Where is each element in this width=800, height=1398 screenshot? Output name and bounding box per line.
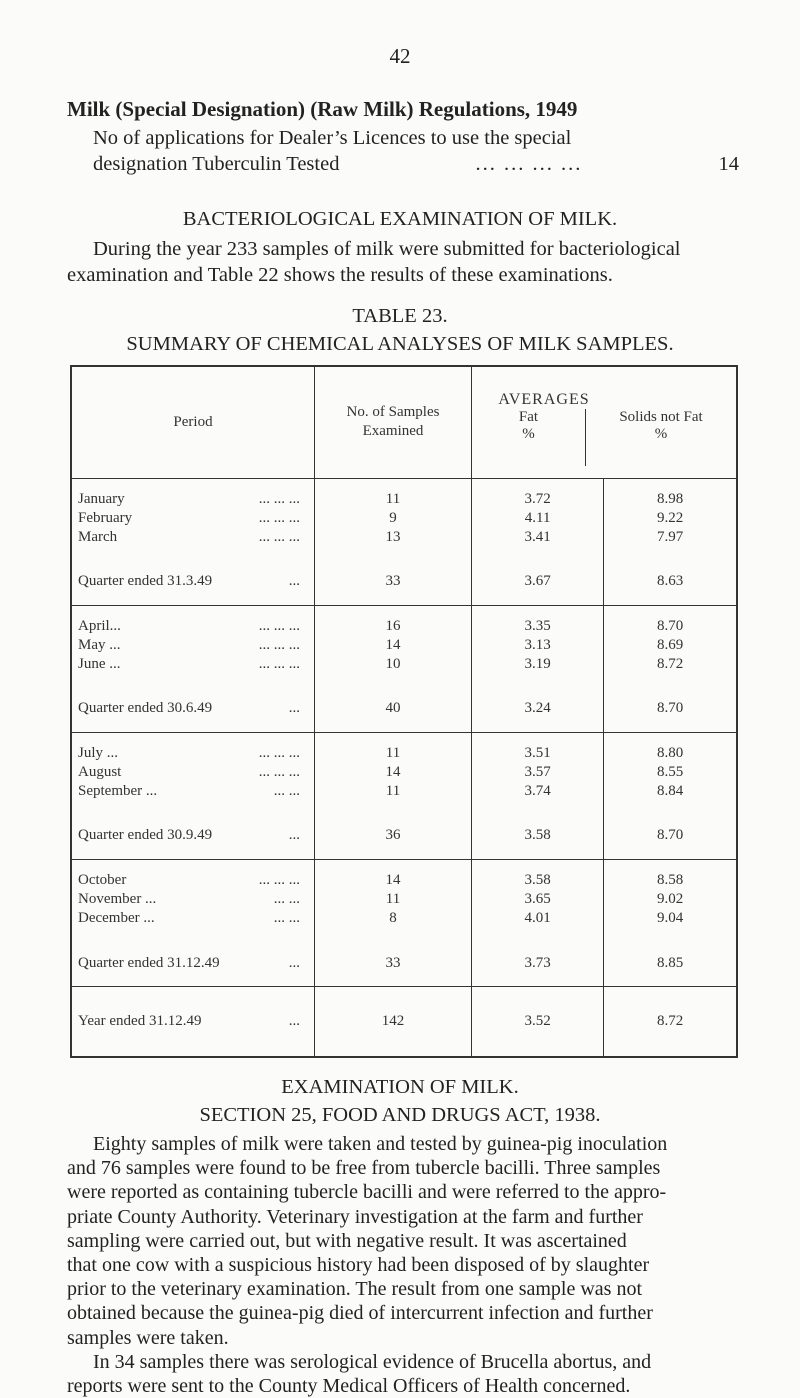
table-cell-value: Quarter ended 31.12.49 — [78, 954, 220, 971]
exam-p1-line: were reported as containing tubercle bacilli and were referred to the appro- — [67, 1181, 667, 1204]
page-number: 42 — [389, 44, 411, 68]
table-cell-value: 4.01 — [524, 910, 551, 927]
table-cell-value: 3.58 — [524, 872, 551, 889]
q1-month-periods — [72, 478, 315, 558]
table-header-row — [72, 367, 736, 478]
q4-month-fat — [472, 860, 604, 940]
header-period-label: Period — [173, 413, 213, 430]
header-fat-unit: % — [522, 426, 535, 442]
month-period: May ... — [78, 637, 121, 654]
table-cell-value: 8.72 — [657, 656, 684, 673]
regulations-paragraph — [67, 125, 739, 177]
header-snf-label: Solids not Fat — [619, 409, 703, 425]
quarter-period — [72, 558, 315, 605]
table-cell-value: 3.35 — [524, 618, 551, 635]
table-cell-value: 8.98 — [657, 490, 684, 507]
table-cell-value: Quarter ended 30.6.49 — [78, 700, 213, 717]
q3-month-periods — [72, 732, 315, 812]
month-period: August — [78, 764, 122, 781]
quarter-samples: 33 — [315, 558, 472, 605]
quarter-period — [72, 686, 315, 733]
table-cell-value: ... — [288, 700, 300, 717]
table-cell-value: 4.11 — [524, 509, 551, 526]
regulations-line-1: No of applications for Dealer’s Licences to use the special — [93, 127, 572, 149]
leader-dots: ... ... ... — [258, 490, 300, 507]
table-cell-value: 3.57 — [524, 764, 551, 781]
table-cell-value: 8.80 — [657, 745, 684, 762]
header-samples-line-1: No. of Samples — [346, 404, 440, 421]
table-cell-value: 3.19 — [524, 656, 551, 673]
table-cell-value: ... — [288, 954, 300, 971]
table-number: TABLE 23. — [352, 305, 448, 327]
leader-dots: ... ... — [273, 891, 300, 908]
table-row-months-q3 — [72, 732, 736, 812]
quarter-snf: 8.63 — [604, 558, 736, 605]
bacteriological-line-1: During the year 233 samples of milk were submitted for bacteriological — [93, 238, 681, 260]
table-cell-value: 11 — [385, 783, 401, 800]
q4-month-samples — [315, 860, 472, 940]
header-samples — [315, 367, 472, 478]
regulations-line-2 — [67, 151, 739, 177]
table-cell-value: 3.65 — [524, 891, 551, 908]
table-cell-value: Quarter ended 30.9.49 — [78, 827, 213, 844]
bacteriological-paragraph — [67, 236, 739, 288]
exam-p2-line: reports were sent to the County Medical Officers of Health concerned. — [67, 1375, 631, 1398]
table-cell-value: ... — [288, 827, 300, 844]
leader-dots: ... ... ... — [258, 764, 300, 781]
header-period — [72, 367, 315, 478]
quarter-samples: 33 — [315, 940, 472, 987]
month-period: September ... — [78, 783, 158, 800]
quarter-fat: 3.58 — [472, 813, 604, 860]
exam-p1-line: samples were taken. — [67, 1326, 229, 1349]
regulations-dots: ... ... ... ... — [475, 153, 583, 175]
table-cell-value: 8.69 — [657, 637, 684, 654]
leader-dots: ... ... ... — [258, 509, 300, 526]
table-cell-value: 3.51 — [524, 745, 551, 762]
table-row-months-q2 — [72, 605, 736, 685]
quarter-snf: 8.70 — [604, 686, 736, 733]
quarter-period — [72, 813, 315, 860]
q4-month-snf — [604, 860, 736, 940]
table-row-months-q4 — [72, 860, 736, 940]
table-cell-value: 7.97 — [657, 528, 684, 545]
examination-paragraph-1 — [67, 1132, 739, 1398]
table-row-quarter-q2 — [72, 686, 736, 733]
header-averages — [472, 367, 737, 478]
table-row-quarter-q1 — [72, 558, 736, 605]
bacteriological-line-2: examination and Table 22 shows the results of these examinations. — [67, 264, 613, 286]
bacteriological-heading: BACTERIOLOGICAL EXAMINATION OF MILK. — [182, 208, 618, 230]
q2-month-periods — [72, 605, 315, 685]
leader-dots: ... ... ... — [258, 637, 300, 654]
q2-month-snf — [604, 605, 736, 685]
exam-p1-line: priate County Authority. Veterinary investigation at the farm and further — [67, 1205, 643, 1228]
exam-p1-line: sampling were carried out, but with negative result. It was ascertained — [67, 1229, 627, 1252]
quarter-fat: 3.24 — [472, 686, 604, 733]
table-cell-value: 9.02 — [657, 891, 684, 908]
examination-heading: EXAMINATION OF MILK. — [281, 1076, 519, 1098]
table-cell-value: 11 — [385, 891, 401, 908]
table-cell-value: 8.58 — [657, 872, 684, 889]
table-cell-value: 11 — [385, 745, 401, 762]
header-fat — [472, 409, 586, 466]
table-cell-value: 14 — [385, 637, 401, 654]
table-cell-value: 9.22 — [657, 509, 684, 526]
leader-dots: ... ... — [273, 910, 300, 927]
leader-dots: ... ... — [273, 783, 300, 800]
q1-month-fat — [472, 478, 604, 558]
table-cell-value: 3.13 — [524, 637, 551, 654]
table-cell-value: 14 — [385, 872, 401, 889]
q1-month-snf — [604, 478, 736, 558]
table-cell-value: 14 — [385, 764, 401, 781]
table-row-months-q1 — [72, 478, 736, 558]
month-period: December ... — [78, 910, 155, 927]
header-fat-label: Fat — [518, 409, 539, 425]
table-row-quarter-q4 — [72, 940, 736, 987]
table-cell-value: ... — [288, 1013, 300, 1030]
month-period: October — [78, 872, 127, 889]
examination-section: SECTION 25, FOOD AND DRUGS ACT, 1938. — [199, 1104, 601, 1126]
table-title: SUMMARY OF CHEMICAL ANALYSES OF MILK SAMPLES. — [126, 333, 674, 355]
quarter-snf: 8.70 — [604, 813, 736, 860]
q2-month-fat — [472, 605, 604, 685]
quarter-period — [72, 940, 315, 987]
table-row-quarter-q3 — [72, 813, 736, 860]
exam-p1-line: Eighty samples of milk were taken and tested by guinea-pig inoculation — [93, 1133, 668, 1155]
q1-month-samples — [315, 478, 472, 558]
regulations-heading: Milk (Special Designation) (Raw Milk) Regulations, 1949 — [67, 97, 578, 121]
table-cell-value: 10 — [385, 656, 401, 673]
exam-p1-line: that one cow with a suspicious history had been disposed of by slaughter — [67, 1254, 650, 1277]
q3-month-samples — [315, 732, 472, 812]
quarter-snf: 8.85 — [604, 940, 736, 987]
exam-p1-line: obtained because the guinea-pig died of intercurrent infection and further — [67, 1302, 653, 1325]
table-cell-value: 8 — [389, 910, 397, 927]
year-period — [72, 987, 315, 1056]
table-row-year — [72, 987, 736, 1056]
table-cell-value: ... — [288, 573, 300, 590]
header-averages-label: AVERAGES — [498, 391, 590, 408]
month-period: February — [78, 509, 133, 526]
leader-dots: ... ... ... — [258, 528, 300, 545]
leader-dots: ... ... ... — [258, 872, 300, 889]
header-snf-unit: % — [654, 426, 668, 442]
quarter-fat: 3.73 — [472, 940, 604, 987]
table-cell-value: 16 — [385, 618, 401, 635]
table-cell-value: 9.04 — [657, 910, 684, 927]
exam-p1-line: and 76 samples were found to be free from tubercle bacilli. Three samples — [67, 1157, 661, 1180]
q2-month-samples — [315, 605, 472, 685]
quarter-fat: 3.67 — [472, 558, 604, 605]
year-samples: 142 — [315, 987, 472, 1056]
table-cell-value: 3.41 — [524, 528, 551, 545]
table-cell-value: 3.74 — [524, 783, 551, 800]
leader-dots: ... ... ... — [258, 618, 300, 635]
table-cell-value: 8.70 — [657, 618, 684, 635]
summary-table — [72, 367, 736, 1056]
table-cell-value: 13 — [385, 528, 401, 545]
year-fat: 3.52 — [472, 987, 604, 1056]
month-period: January — [78, 490, 125, 507]
licence-count: 14 — [718, 153, 739, 175]
month-period: July ... — [78, 745, 119, 762]
quarter-samples: 40 — [315, 686, 472, 733]
quarter-samples: 36 — [315, 813, 472, 860]
exam-p2-line: In 34 samples there was serological evidence of Brucella abortus, and — [93, 1350, 652, 1373]
q4-month-periods — [72, 860, 315, 940]
summary-table-frame — [70, 365, 738, 1058]
exam-p1-line: prior to the veterinary examination. The result from one sample was not — [67, 1278, 643, 1301]
month-period: April... — [78, 618, 121, 635]
month-period: June ... — [78, 656, 121, 673]
table-cell-value: 3.72 — [524, 490, 551, 507]
regulations-line-2-text: designation Tuberculin Tested — [93, 153, 340, 175]
table-cell-value: 11 — [385, 490, 401, 507]
leader-dots: ... ... ... — [258, 656, 300, 673]
leader-dots: ... ... ... — [258, 745, 300, 762]
table-cell-value: 8.84 — [657, 783, 684, 800]
table-cell-value: 9 — [389, 509, 397, 526]
month-period: March — [78, 528, 118, 545]
year-snf: 8.72 — [657, 1013, 684, 1030]
q3-month-fat — [472, 732, 604, 812]
header-samples-line-2: Examined — [362, 423, 424, 440]
header-snf — [586, 409, 736, 466]
table-cell-value: Quarter ended 31.3.49 — [78, 573, 213, 590]
table-cell-value: 8.55 — [657, 764, 684, 781]
month-period: November ... — [78, 891, 157, 908]
table-cell-value: Year ended 31.12.49 — [78, 1013, 202, 1030]
q3-month-snf — [604, 732, 736, 812]
